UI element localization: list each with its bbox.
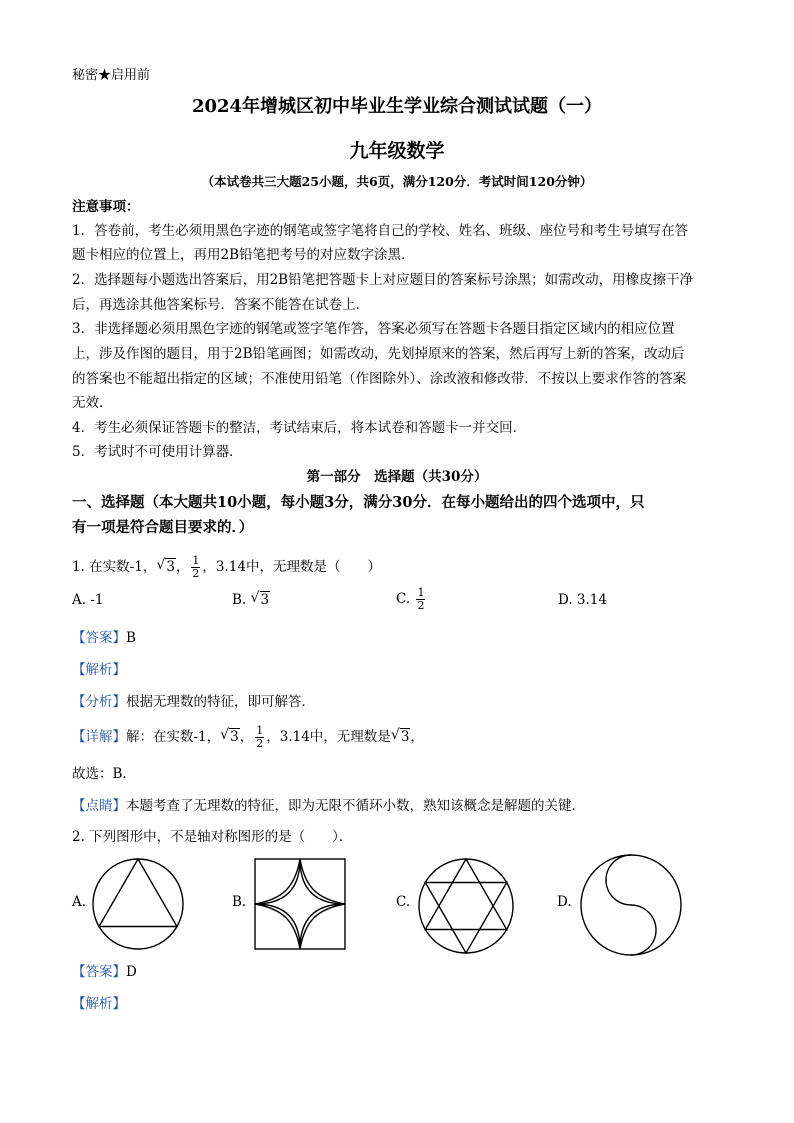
- circle-triangle-figure: [90, 856, 186, 952]
- circle-hexagram-figure: [416, 856, 516, 956]
- circle-shape: [419, 859, 513, 953]
- square-shape: [255, 859, 345, 949]
- q1-xiangjie: 【详解】解：在实数-1， √ 3， $\frac{1}{2}$ ，3.14中，无理数是 √ 3，: [72, 724, 424, 750]
- note-5: 5．考试时不可使用计算器．: [72, 444, 243, 460]
- page-subtitle: 九年级数学: [349, 140, 445, 162]
- notes-heading: 注意事项：: [72, 199, 140, 215]
- q1-answer: 【答案】B: [72, 630, 136, 646]
- downward-triangle: [425, 883, 506, 954]
- page-title: 2024年增城区初中毕业生学业综合测试试题（一）: [191, 96, 603, 117]
- star-shape: [255, 859, 345, 949]
- circle-s-curve-figure: [578, 852, 684, 958]
- q1-option-d: D. 3.14: [558, 592, 607, 608]
- upward-triangle: [425, 859, 506, 930]
- star-outline: [255, 859, 345, 949]
- q2-option-c-label: C.: [396, 894, 411, 910]
- q1-stem-prefix: 1. 在实数-1，: [72, 559, 157, 575]
- q1-dianjing: 【点睛】本题考查了无理数的特征，即为无限不循环小数，熟知该概念是解题的关键．: [72, 798, 585, 814]
- q2-option-a-label: A.: [72, 894, 87, 910]
- note-3d: 无效．: [72, 395, 113, 411]
- s-curve-shape: [606, 855, 656, 955]
- q1-fenxi: 【分析】根据无理数的特征，即可解答．: [72, 694, 315, 710]
- square-star-figure: [253, 857, 347, 951]
- q2-stem: 2. 下列图形中，不是轴对称图形的是（ ）．: [72, 829, 353, 845]
- q1-option-a: A. -1: [72, 592, 104, 608]
- q1-stem: 1. 在实数-1， √ 3， $\frac{1}{2}$ ，3.14中，无理数是（ ）: [72, 554, 381, 580]
- note-1a: 1．答卷前，考生必须用黑色字迹的钢笔或签字笔将自己的学校、姓名、班级、座位号和考生号填写在答: [72, 223, 689, 239]
- note-2a: 2．选择题每小题选出答案后，用2B铅笔把答题卡上对应题目的答案标号涂黑；如需改动，用橡皮擦干净: [72, 272, 694, 288]
- note-2b: 后，再选涂其他答案标号．答案不能答在试卷上．: [72, 297, 369, 313]
- note-3b: 上，涉及作图的题目，用于2B铅笔画图；如需改动，先划掉原来的答案，然后再写上新的答案，改动后: [72, 346, 685, 362]
- q1-option-b: B. √ 3: [232, 590, 270, 608]
- triangle-shape: [99, 859, 177, 927]
- note-3c: 的答案也不能超出指定的区域；不准使用铅笔（作图除外）、涂改液和修改带．不按以上要求作答的答案: [72, 371, 687, 387]
- note-3a: 3．非选择题必须用黑色字迹的钢笔或签字笔作答，答案必须写在答题卡各题目指定区域内的相应位置: [72, 321, 675, 337]
- q1-stem-suffix: ，3.14中，无理数是（ ）: [202, 559, 381, 575]
- circle-shape: [93, 859, 183, 949]
- part1-instructions-2: 有一项是符合题目要求的．）: [72, 519, 254, 536]
- exam-info: （本试卷共三大题25小题，共6页，满分120分．考试时间120分钟）: [201, 174, 593, 189]
- q1-guxuan: 故选：B．: [72, 766, 136, 782]
- fraction-expression: $\frac{1}{2}$: [192, 554, 200, 580]
- q2-answer: 【答案】D: [72, 964, 137, 980]
- q2-option-b-label: B.: [232, 894, 247, 910]
- note-1b: 题卡相应的位置上，再用2B铅笔把考号的对应数字涂黑．: [72, 247, 415, 263]
- secret-label: 秘密★启用前: [72, 68, 151, 83]
- part1-heading: 第一部分 选择题（共30分）: [306, 469, 488, 485]
- q2-analysis-tag: 【解析】: [72, 996, 126, 1012]
- note-4: 4．考生必须保证答题卡的整洁，考试结束后，将本试卷和答题卡一并交回．: [72, 420, 527, 436]
- sqrt-expression: √ 3: [156, 557, 175, 575]
- part1-instructions-1: 一、选择题（本大题共10小题，每小题3分，满分30分．在每小题给出的四个选项中，只: [72, 494, 645, 511]
- q2-option-d-label: D.: [557, 894, 572, 910]
- q1-analysis-tag: 【解析】: [72, 662, 126, 678]
- q1-option-c: C. $\frac{1}{2}$: [396, 586, 425, 612]
